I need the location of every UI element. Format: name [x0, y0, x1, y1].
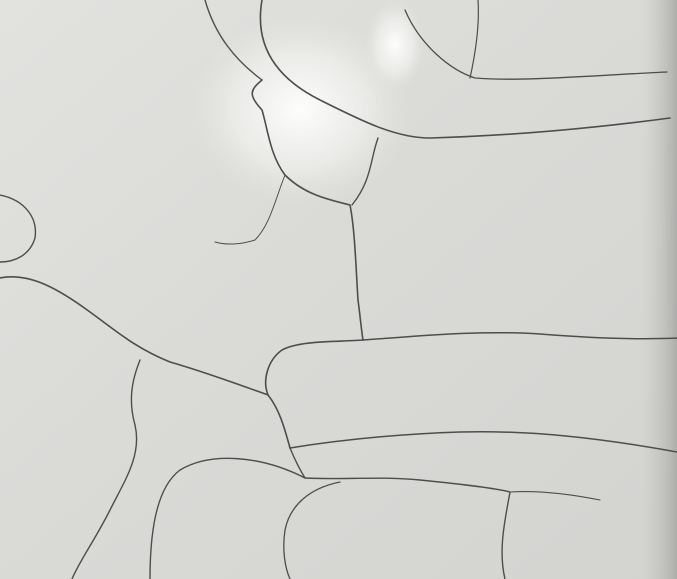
- glare-highlight-small: [365, 0, 425, 90]
- right-edge-shadow: [640, 0, 677, 579]
